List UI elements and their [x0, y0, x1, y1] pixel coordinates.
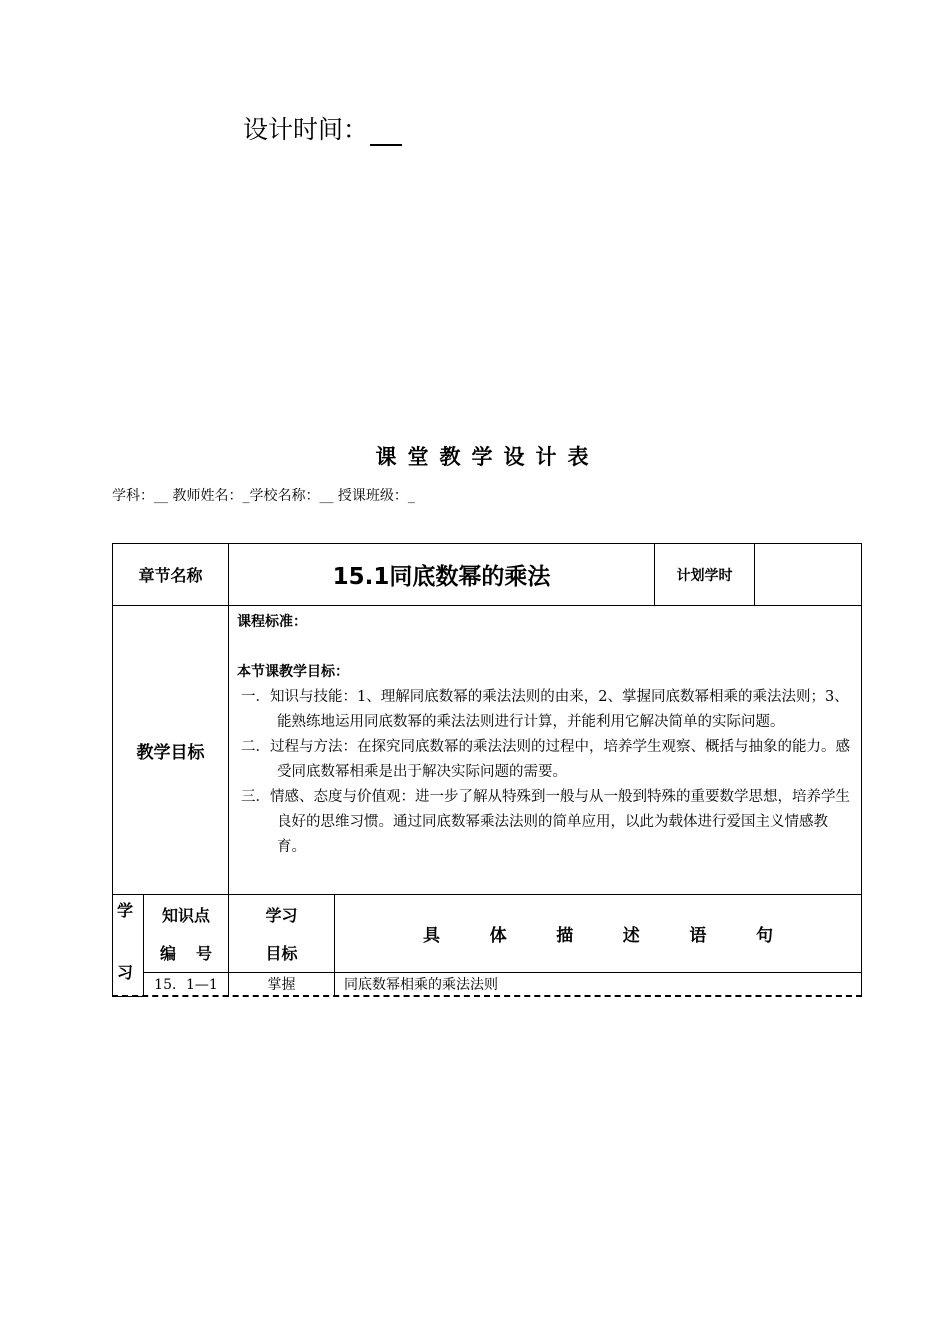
desc-header-char: 语: [689, 926, 707, 946]
row-goal: 掌握: [228, 973, 334, 997]
desc-header-char: 体: [489, 926, 507, 946]
chapter-label: 章节名称: [138, 566, 203, 585]
description-header-cell: [334, 894, 862, 973]
chapter-name: 15.1同底数幂的乘法: [332, 564, 551, 590]
study-goal-header-cell: [228, 894, 335, 973]
study-label-bottom: 习: [117, 963, 134, 982]
desc-header-char: 描: [556, 926, 574, 946]
row-description: 同底数幂相乘的乘法法则: [334, 973, 861, 997]
planned-hours-value-cell: [754, 543, 862, 606]
description-header: [423, 921, 773, 946]
study-label-cell: [112, 894, 144, 997]
goal-item: 一．知识与技能：1、理解同底数幂的乘法法则的由来，2、掌握同底数幂相乘的乘法法则；3、能熟练地运用同底数幂的乘法法则进行计算，并能利用它解决简单的实际问题。: [241, 689, 849, 730]
meta-line: 学科：__ 教师姓名：_学校名称：__ 授课班级：_: [112, 488, 415, 504]
design-time: [243, 110, 402, 146]
knowledge-point-header-cell: [143, 894, 229, 973]
row-code: 15．1—1: [143, 973, 228, 997]
planned-hours-label-cell: [654, 543, 755, 606]
chapter-label-cell: [112, 543, 229, 606]
document-title: 课堂教学设计表: [375, 445, 600, 469]
kp-label-line2-a: 编: [159, 944, 176, 963]
goals-content-cell: [228, 605, 862, 895]
table-row: [143, 972, 862, 996]
desc-header-char: 述: [622, 926, 640, 946]
study-label-top: 学: [117, 901, 134, 920]
planned-hours-label: 计划学时: [676, 567, 733, 584]
kp-label-line1: 知识点: [161, 906, 210, 925]
goal-item: 二．过程与方法：在探究同底数幂的乘法法则的过程中，培养学生观察、概括与抽象的能力。感受同底数幂相乘是出于解决实际问题的需要。: [241, 739, 850, 780]
design-time-label: 设计时间：: [243, 115, 369, 144]
goals-label-cell: [112, 605, 229, 895]
sg-label-line1: 学习: [265, 906, 298, 925]
course-standard-label: 课程标准：: [237, 614, 307, 630]
desc-header-char: 句: [755, 926, 773, 946]
desc-header-char: 具: [423, 926, 440, 946]
design-time-blank: [370, 122, 402, 146]
sg-label-line2: 目标: [265, 944, 298, 963]
dashed-cut-line: [112, 995, 862, 997]
goal-item: 三．情感、态度与价值观：进一步了解从特殊到一般与从一般到特殊的重要数学思想，培养学生良好的思维习惯。通过同底数幂乘法法则的简单应用，以此为载体进行爱国主义情感教育。: [241, 789, 850, 855]
kp-label-line2-b: 号: [196, 944, 213, 963]
goals-label: 教学目标: [136, 742, 205, 763]
chapter-name-cell: [228, 543, 655, 606]
section-goals-label: 本节课教学目标：: [237, 664, 349, 680]
